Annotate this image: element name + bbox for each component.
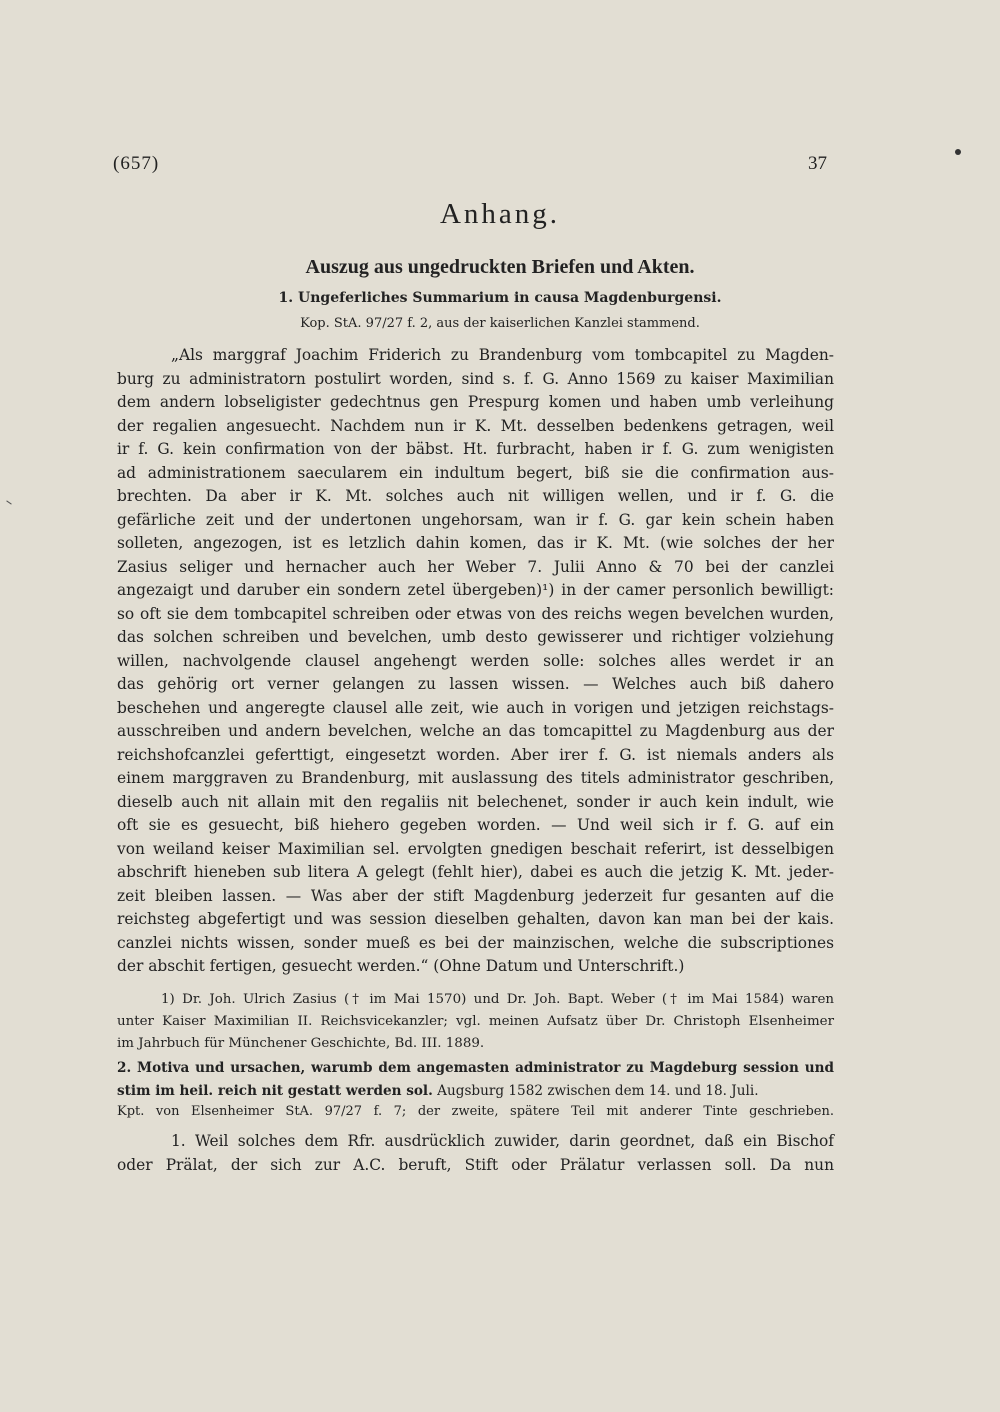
body-line: reichshofcanzlei geferttigt, eingesetzt worden. Aber irer f. G. ist niemals anders als [117,745,834,764]
section-2-heading [117,1057,834,1103]
body-line: abschrift hieneben sub litera A gelegt (fehlt hier), dabei es auch die jetzig K. Mt. jeder- [117,863,834,881]
section-1-heading: 1. Ungeferliches Summarium in causa Magdenburgensi. [278,290,722,306]
page-number: 37 [808,153,827,174]
body-line: ad administrationem saecularem ein indultum begert, biß sie die confirmation aus- [117,463,834,482]
body-line: Zasius seliger und hernacher auch her Weber 7. Julii Anno & 70 bei der canzlei [117,557,834,576]
section-2-heading-line: 2. Motiva und ursachen, warumb dem angemasten administrator zu Magdeburg session und [117,1060,834,1076]
ink-dot-mark [955,149,961,155]
section-1-body [117,344,834,979]
body-line: reichsteg abgefertigt und was session dieselben gehalten, davon kan man bei der kais. [117,910,834,928]
body-line: oder Prälat, der sich zur A.C. beruft, Stift oder Prälatur verlassen soll. Da nun [117,1155,834,1174]
footnote [117,989,834,1055]
body-line: von weiland keiser Maximilian sel. ervolgten gnedigen beschait referirt, ist desselbigen [117,839,834,858]
body-line: beschehen und angeregte clausel alle zeit, wie auch in vorigen und jetzigen reichstags- [117,698,834,717]
section-2-date: Augsburg 1582 zwischen dem 14. und 18. Juli. [437,1083,759,1099]
body-line: dieselb auch nit allain mit den regaliis nit belechenet, sonder ir auch kein indult, wie [117,792,834,811]
body-line: der abschit fertigen, gesuecht werden.“ (Ohne Datum und Unterschrift.) [117,957,685,975]
section-2-body [117,1130,834,1177]
body-line: so oft sie dem tombcapitel schreiben oder etwas von des reichs wegen bevelchen wurden, [117,604,834,623]
body-line: solleten, angezogen, ist es letzlich dahin komen, das ir K. Mt. (wie solches der her [117,534,834,552]
body-line: „Als marggraf Joachim Friderich zu Brandenburg vom tombcapitel zu Magden- [171,346,834,364]
section-2-heading-bold: stim im heil. reich nit gestatt werden sol. [117,1083,433,1099]
body-line: zeit bleiben lassen. — Was aber der stift Magdenburg jederzeit fur gesanten auf die [117,886,834,905]
footnote-line: unter Kaiser Maximilian II. Reichsvicekanzler; vgl. meinen Aufsatz über Dr. Christoph Elsenheimer [117,1014,834,1029]
body-line: willen, nachvolgende clausel angehengt werden solle: solches alles werdet ir an [117,651,834,670]
footnote-line: im Jahrbuch für Münchener Geschichte, Bd. III. 1889. [117,1036,485,1051]
body-line: angezaigt und daruber ein sondern zetel übergeben)¹) in der camer personlich bewilligt: [117,581,834,599]
body-line: gefärliche zeit und der undertonen ungehorsam, wan ir f. G. gar kein schein haben [117,510,834,529]
body-line: der regalien angesuecht. Nachdem nun ir K. Mt. desselben bedenkens getragen, weil [117,416,834,435]
body-line: ir f. G. kein confirmation von der bäbst. Ht. furbracht, haben ir f. G. zum wenigisten [117,440,834,458]
body-line: einem marggraven zu Brandenburg, mit auslassung des titels administrator geschriben, [117,769,834,787]
margin-mark [6,500,11,504]
section-2-heading-line [117,1080,834,1103]
page-number-bracketed: (657) [113,153,160,174]
footnote-line: 1) Dr. Joh. Ulrich Zasius († im Mai 1570) und Dr. Joh. Bapt. Weber († im Mai 1584) waren [161,992,834,1007]
section-1-source: Kop. StA. 97/27 f. 2, aus der kaiserlichen Kanzlei stammend. [300,316,700,331]
body-line: dem andern lobseligister gedechtnus gen Prespurg komen und haben umb verleihung [117,393,834,411]
body-line: das solchen schreiben und bevelchen, umb desto gewisserer und richtiger volziehung [117,628,834,646]
body-line: 1. Weil solches dem Rfr. ausdrücklich zuwider, darin geordnet, daß ein Bischof [171,1132,834,1150]
body-line: oft sie es gesuecht, biß hiehero gegeben worden. — Und weil sich ir f. G. auf ein [117,816,834,834]
body-line: brechten. Da aber ir K. Mt. solches auch nit willigen wellen, und ir f. G. die [117,487,834,505]
section-2-source: Kpt. von Elsenheimer StA. 97/27 f. 7; der zweite, spätere Teil mit anderer Tinte geschrieben. [117,1104,834,1119]
body-line: ausschreiben und andern bevelchen, welche an das tomcapittel zu Magdenburg aus der [117,722,834,740]
body-line: das gehörig ort verner gelangen zu lassen wissen. — Welches auch biß dahero [117,675,834,693]
page-subtitle: Auszug aus ungedruckten Briefen und Akten. [305,256,695,278]
body-line: burg zu administratorn postulirt worden, sind s. f. G. Anno 1569 zu kaiser Maximilian [117,369,834,388]
body-line: canzlei nichts wissen, sonder mueß es bei der mainzischen, welche die subscriptiones [117,933,834,952]
page-title: Anhang. [439,198,561,230]
